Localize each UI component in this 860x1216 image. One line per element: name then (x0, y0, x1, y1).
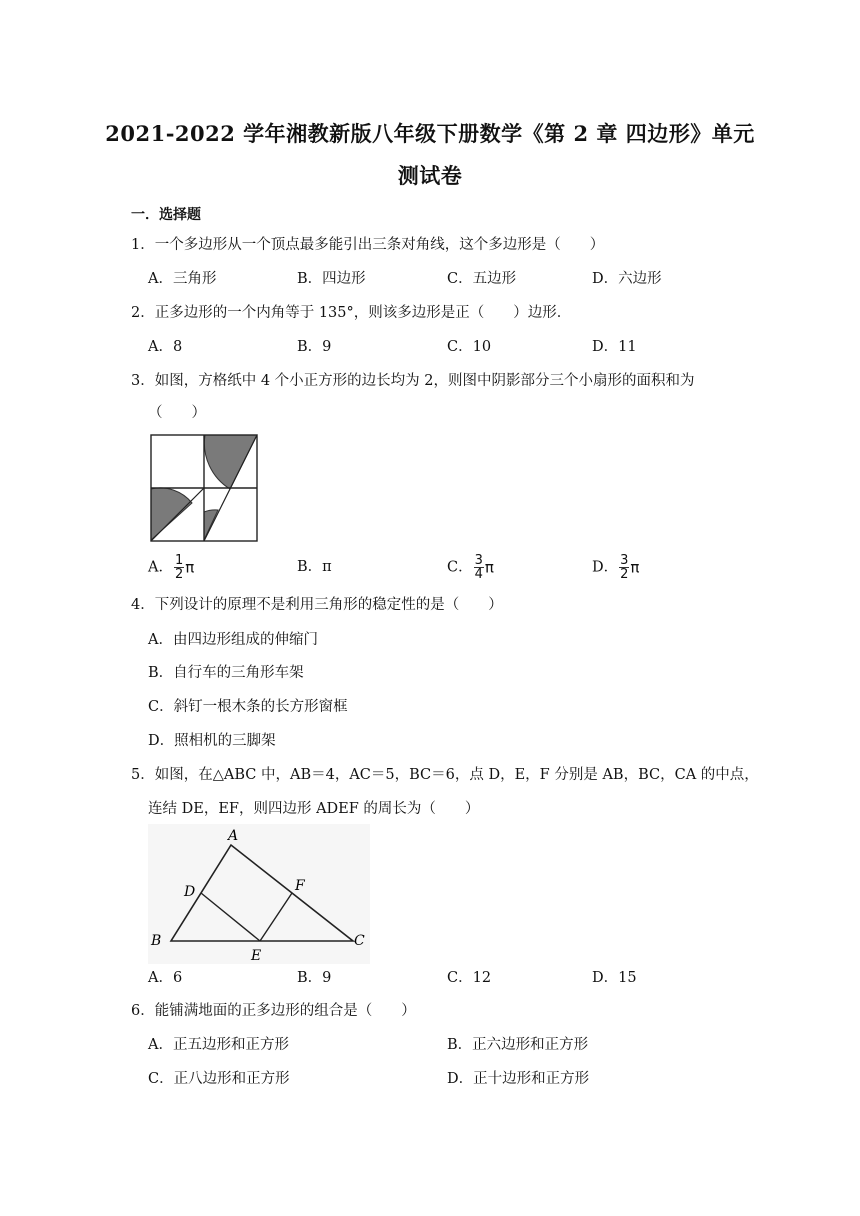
question-4-stem: 4．下列设计的原理不是利用三角形的稳定性的是（ ） (131, 597, 503, 613)
point-label-f: F (295, 878, 305, 894)
question-6-stem: 6．能铺满地面的正多边形的组合是（ ） (131, 1003, 416, 1019)
question-6-option-d: D．正十边形和正方形 (447, 1071, 590, 1087)
question-5-stem-cont: 连结 DE，EF，则四边形 ADEF 的周长为（ ） (148, 801, 480, 817)
question-3-option-c: C． $\frac{3}{4}$ π (447, 553, 494, 582)
question-3-option-d: D． $\frac{3}{2}$ π (592, 553, 640, 582)
question-2-option-a: A．8 (148, 339, 183, 355)
question-3-stem-cont: （ ） (148, 405, 206, 421)
question-3-option-a: A． $\frac{1}{2}$ π (148, 553, 195, 582)
question-5-option-d: D．15 (592, 970, 637, 986)
question-6-option-b: B．正六边形和正方形 (447, 1037, 589, 1053)
point-label-e: E (251, 948, 262, 964)
question-3-option-b: B．π (297, 559, 332, 575)
question-2-option-c: C．10 (447, 339, 492, 355)
question-1-option-b: B．四边形 (297, 271, 366, 287)
page-title-line-2: 测试卷 (397, 163, 463, 188)
sector-top-right (204, 435, 257, 489)
question-5-option-b: B．9 (297, 970, 332, 986)
section-heading: 一．选择题 (131, 207, 201, 223)
question-5-option-c: C．12 (447, 970, 492, 986)
question-3-grid-figure (148, 432, 260, 544)
question-4-option-c: C．斜钉一根木条的长方形窗框 (148, 699, 348, 715)
question-5-triangle-figure (148, 824, 370, 964)
question-1-stem: 1．一个多边形从一个顶点最多能引出三条对角线，这个多边形是（ ） (131, 237, 605, 253)
question-1-option-c: C．五边形 (447, 271, 517, 287)
question-4-option-b: B．自行车的三角形车架 (148, 665, 304, 681)
question-6-option-c: C．正八边形和正方形 (148, 1071, 290, 1087)
question-1-option-d: D．六边形 (592, 271, 662, 287)
question-6-option-a: A．正五边形和正方形 (148, 1037, 289, 1053)
question-2-stem: 2．正多边形的一个内角等于 135°，则该多边形是正（ ）边形． (131, 305, 572, 321)
vertex-label-b: B (151, 933, 162, 949)
question-2-option-d: D．11 (592, 339, 637, 355)
page-title-line-1: 2021-2022 学年湘教新版八年级下册数学《第 2 章 四边形》单元 (105, 121, 755, 146)
vertex-label-a: A (228, 828, 239, 844)
question-1-option-a: A．三角形 (148, 271, 217, 287)
question-3-stem: 3．如图，方格纸中 4 个小正方形的边长均为 2，则图中阴影部分三个小扇形的面积和为 (131, 373, 695, 389)
sector-bottom-left (151, 488, 192, 540)
question-2-option-b: B．9 (297, 339, 332, 355)
point-label-d: D (184, 884, 196, 900)
question-5-option-a: A．6 (148, 970, 183, 986)
question-4-option-d: D．照相机的三脚架 (148, 733, 276, 749)
question-4-option-a: A．由四边形组成的伸缩门 (148, 632, 318, 648)
question-5-stem: 5．如图，在△ABC 中，AB＝4，AC＝5，BC＝6，点 D，E，F 分别是 AB，BC，CA 的中点， (131, 767, 759, 783)
vertex-label-c: C (354, 933, 365, 949)
